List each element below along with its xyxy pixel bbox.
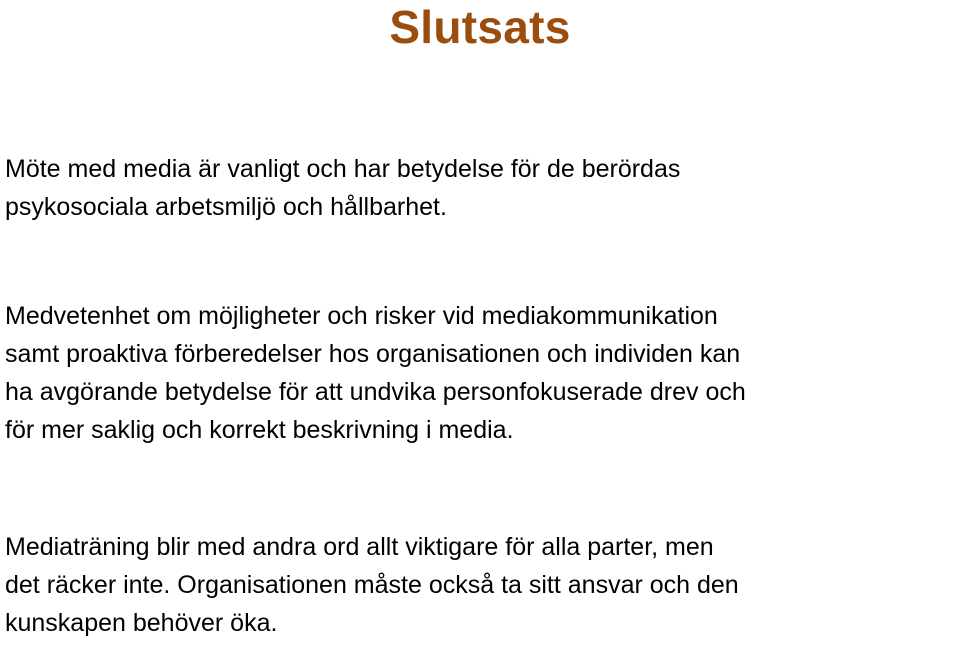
paragraph-line: Mediaträning blir med andra ord allt viktigare för alla parter, men [5,533,714,561]
paragraph-line: samt proaktiva förberedelser hos organisationen och individen kan [5,340,741,368]
paragraph-line: kunskapen behöver öka. [5,609,278,637]
paragraph-line: det räcker inte. Organisationen måste också ta sitt ansvar och den [5,571,739,599]
paragraph-line: ha avgörande betydelse för att undvika personfokuserade drev och [5,378,746,406]
paragraph-media-training [5,528,957,642]
slide-title: Slutsats [389,1,571,53]
paragraph-media-meeting [5,150,957,226]
paragraph-line: psykosociala arbetsmiljö och hållbarhet. [5,193,447,221]
paragraph-line: Möte med media är vanligt och har betydelse för de berördas [5,155,681,183]
paragraph-awareness [5,297,957,449]
paragraph-line: Medvetenhet om möjligheter och risker vid mediakommunikation [5,302,718,330]
paragraph-line: för mer saklig och korrekt beskrivning i media. [5,416,514,444]
